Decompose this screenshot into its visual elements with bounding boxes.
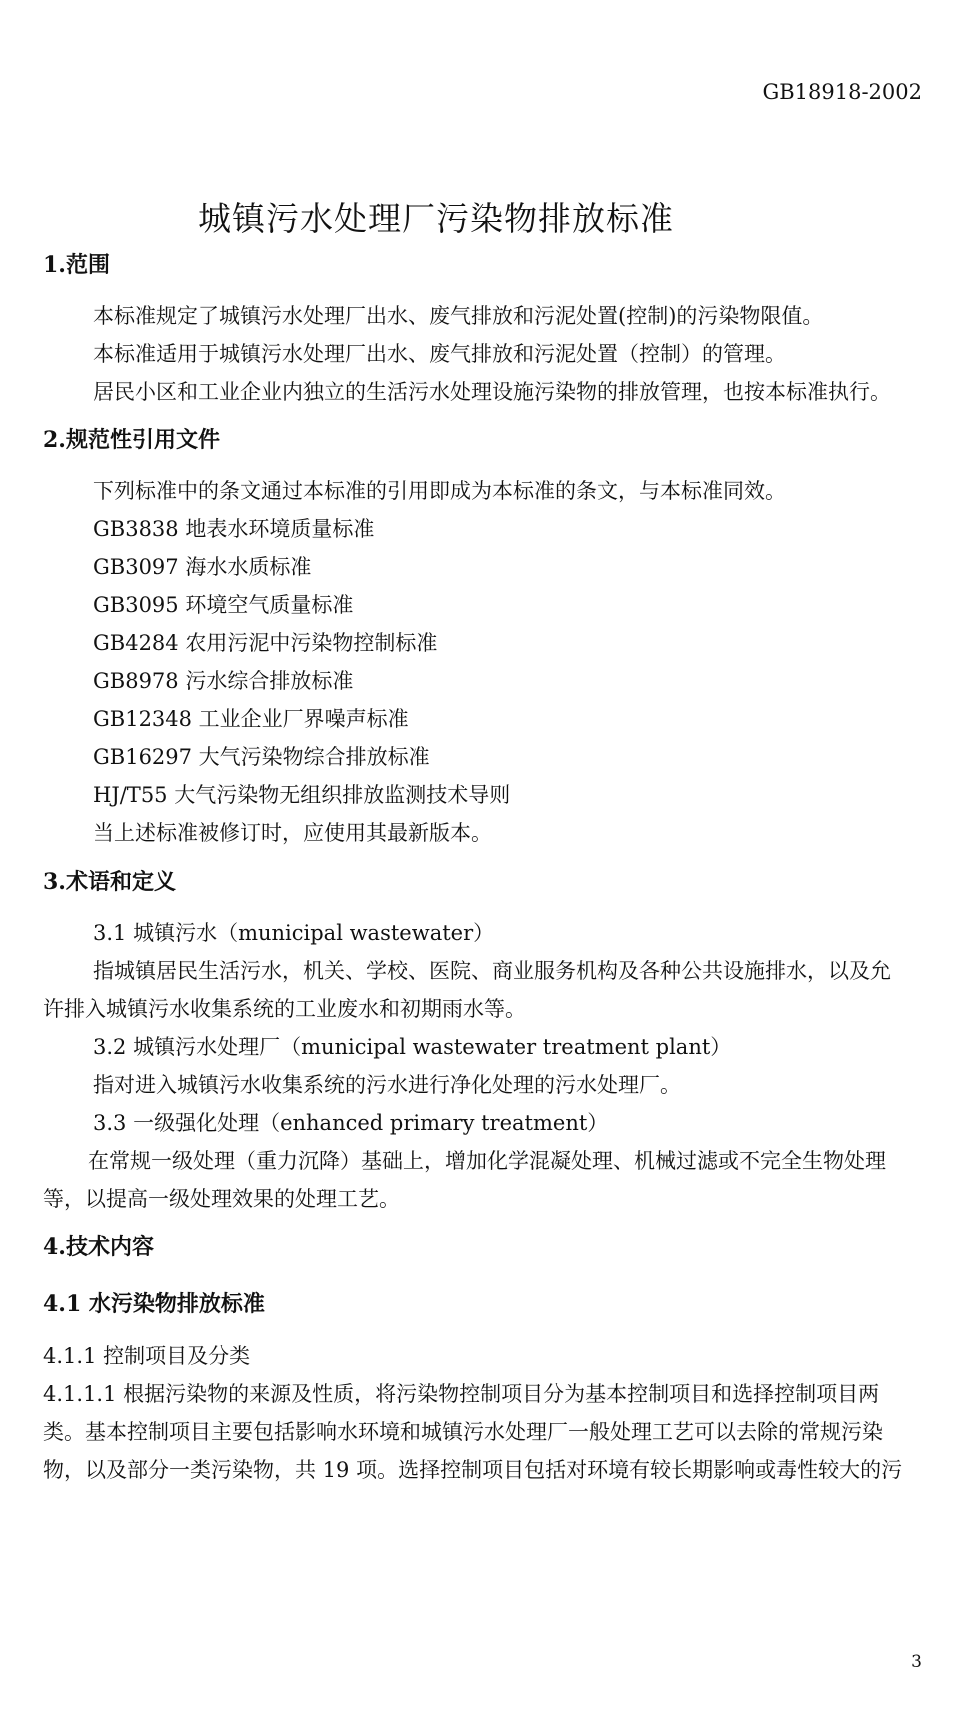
paragraph: 指城镇居民生活污水，机关、学校、医院、商业服务机构及各种公共设施排水，以及允: [93, 959, 891, 983]
reference-item: GB3097 海水水质标准: [93, 555, 312, 579]
paragraph: 等，以提高一级处理效果的处理工艺。: [43, 1187, 400, 1211]
paragraph: 本标准规定了城镇污水处理厂出水、废气排放和污泥处置(控制)的污染物限值。: [93, 304, 824, 328]
paragraph: 下列标准中的条文通过本标准的引用即成为本标准的条文，与本标准同效。: [93, 479, 786, 503]
paragraph: 类。基本控制项目主要包括影响水环境和城镇污水处理厂一般处理工艺可以去除的常规污染: [43, 1420, 883, 1444]
reference-item: GB3838 地表水环境质量标准: [93, 517, 375, 541]
subsection-heading: 4.1 水污染物排放标准: [43, 1291, 265, 1317]
reference-item: HJ/T55 大气污染物无组织排放监测技术导则: [93, 783, 511, 807]
reference-item: GB12348 工业企业厂界噪声标准: [93, 707, 409, 731]
paragraph: 物，以及部分一类污染物，共 19 项。选择控制项目包括对环境有较长期影响或毒性较大的污: [43, 1458, 903, 1482]
reference-item: GB4284 农用污泥中污染物控制标准: [93, 631, 438, 655]
reference-item: GB16297 大气污染物综合排放标准: [93, 745, 430, 769]
reference-item: GB3095 环境空气质量标准: [93, 593, 354, 617]
page-number: 3: [911, 1652, 922, 1672]
reference-item: GB8978 污水综合排放标准: [93, 669, 354, 693]
paragraph: 4.1.1.1 根据污染物的来源及性质，将污染物控制项目分为基本控制项目和选择控制项目两: [43, 1382, 880, 1406]
section-heading-scope: 1.范围: [43, 252, 110, 278]
term-title: 3.1 城镇污水（municipal wastewater）: [93, 921, 495, 945]
page-title: 城镇污水处理厂污染物排放标准: [198, 199, 674, 238]
term-title: 3.3 一级强化处理（enhanced primary treatment）: [93, 1111, 609, 1135]
section-heading-terms: 3.术语和定义: [43, 869, 176, 895]
paragraph: 许排入城镇污水收集系统的工业废水和初期雨水等。: [43, 997, 526, 1021]
standard-code: GB18918-2002: [762, 80, 922, 104]
paragraph: 居民小区和工业企业内独立的生活污水处理设施污染物的排放管理，也按本标准执行。: [93, 380, 891, 404]
clause-title: 4.1.1 控制项目及分类: [43, 1344, 251, 1368]
paragraph: 本标准适用于城镇污水处理厂出水、废气排放和污泥处置（控制）的管理。: [93, 342, 786, 366]
paragraph: 指对进入城镇污水收集系统的污水进行净化处理的污水处理厂。: [93, 1073, 681, 1097]
term-title: 3.2 城镇污水处理厂（municipal wastewater treatment plant）: [93, 1035, 732, 1059]
section-heading-technical: 4.技术内容: [43, 1234, 154, 1260]
paragraph: 当上述标准被修订时，应使用其最新版本。: [93, 821, 492, 845]
section-heading-references: 2.规范性引用文件: [43, 427, 220, 453]
paragraph: 在常规一级处理（重力沉降）基础上，增加化学混凝处理、机械过滤或不完全生物处理: [88, 1149, 886, 1173]
